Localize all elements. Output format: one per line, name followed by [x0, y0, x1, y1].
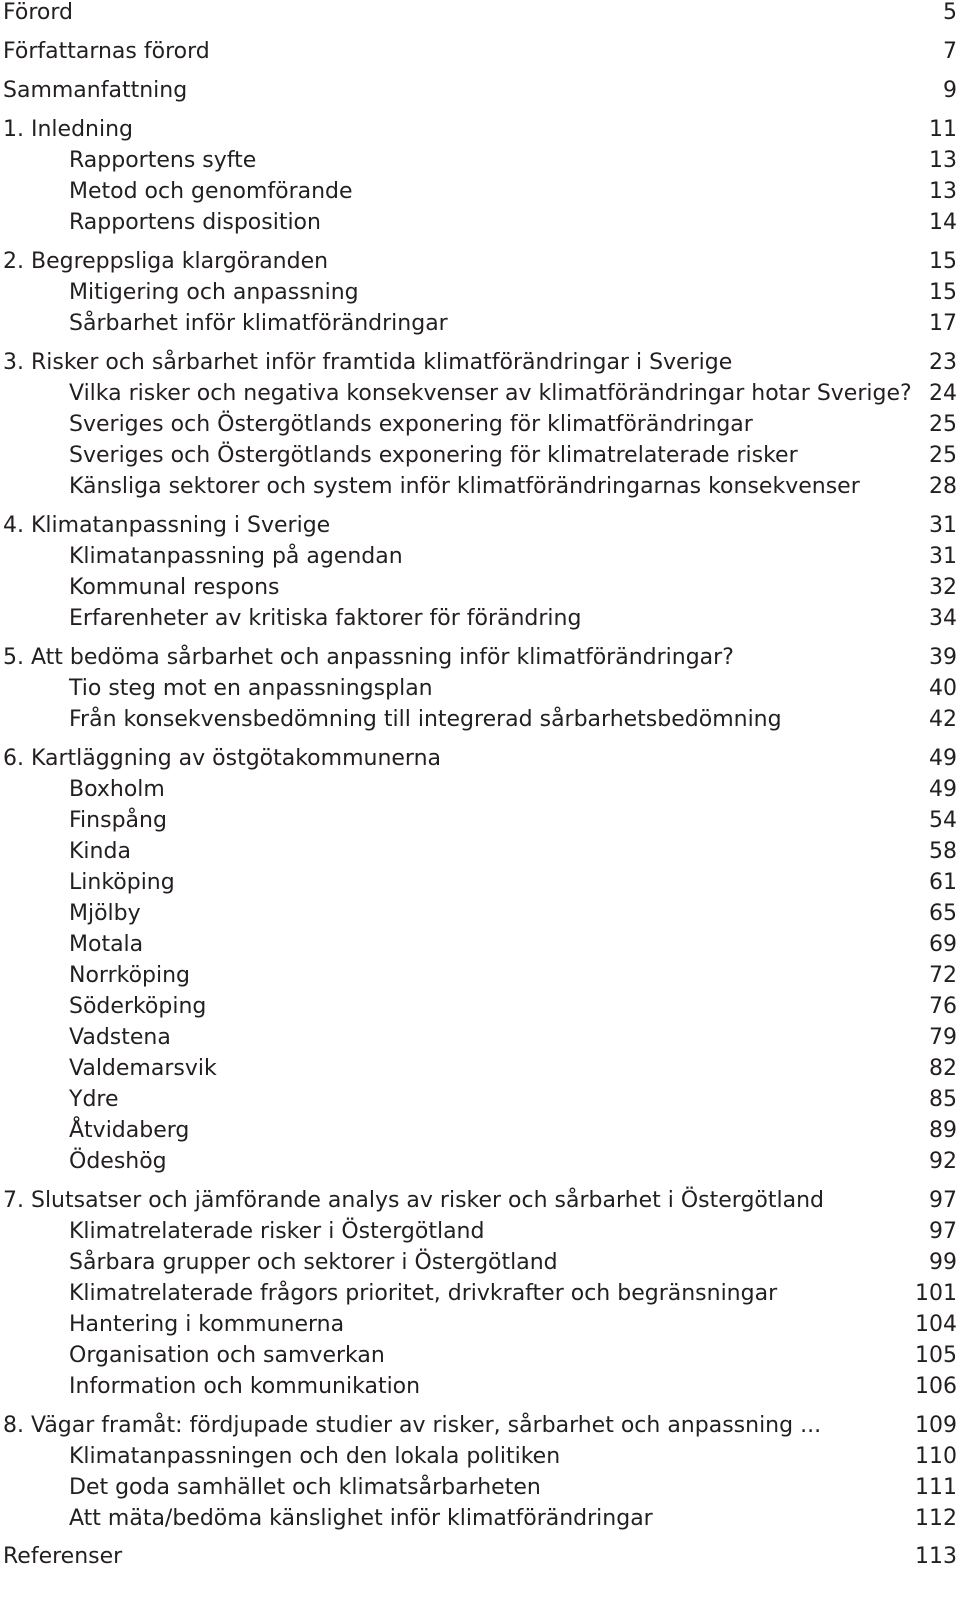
toc-entry-page-number: 97 — [929, 1219, 957, 1244]
toc-subentry — [69, 309, 957, 339]
toc-entry-page-number: 110 — [915, 1444, 957, 1469]
toc-subentry — [69, 806, 957, 836]
toc-entry-title: Mitigering och anpassning — [69, 280, 359, 305]
toc-entry-page-number: 5 — [943, 0, 957, 25]
toc-entry-title: Metod och genomförande — [69, 179, 353, 204]
toc-entry-page-number: 49 — [929, 777, 957, 802]
toc-entry-page-number: 24 — [929, 381, 957, 406]
toc-entry-page-number: 34 — [929, 606, 957, 631]
toc-entry-title: Finspång — [69, 808, 167, 833]
toc-entry-page-number: 101 — [915, 1281, 957, 1306]
toc-subentry — [69, 992, 957, 1022]
toc-entry-page-number: 17 — [929, 311, 957, 336]
toc-subentry — [69, 542, 957, 572]
toc-entry-title: Vilka risker och negativa konsekvenser av klimatförändringar hotar Sverige? — [69, 381, 912, 406]
toc-entry-title: Känsliga sektorer och system inför klimatförändringarnas konsekvenser — [69, 474, 860, 499]
toc-entry-title: 4. Klimatanpassning i Sverige — [3, 513, 331, 538]
toc-entry-page-number: 25 — [929, 443, 957, 468]
toc-subentry — [69, 1054, 957, 1084]
toc-entry-title: Sveriges och Östergötlands exponering för klimatrelaterade risker — [69, 443, 798, 468]
toc-entry-title: Författarnas förord — [3, 39, 210, 64]
toc-entry-title: Rapportens disposition — [69, 210, 321, 235]
toc-entry-title: Motala — [69, 932, 144, 957]
toc-subentry — [69, 705, 957, 735]
toc-entry — [3, 1542, 957, 1572]
toc-entry-title: 5. Att bedöma sårbarhet och anpassning inför klimatförändringar? — [3, 645, 734, 670]
toc-entry-title: Sårbarhet inför klimatförändringar — [69, 311, 448, 336]
toc-entry-title: Boxholm — [69, 777, 165, 802]
toc-subentry — [69, 868, 957, 898]
toc-entry-title: Hantering i kommunerna — [69, 1312, 345, 1337]
toc-subentry — [69, 1248, 957, 1278]
toc-subentry — [69, 1147, 957, 1177]
toc-entry-title: Rapportens syfte — [69, 148, 257, 173]
toc-entry-title: Organisation och samverkan — [69, 1343, 385, 1368]
toc-entry-title: Klimatrelaterade frågors prioritet, drivkrafter och begränsningar — [69, 1281, 778, 1306]
toc-entry-page-number: 104 — [915, 1312, 957, 1337]
toc-entry — [3, 348, 957, 378]
toc-entry-page-number: 112 — [915, 1506, 957, 1531]
toc-subentry — [69, 1116, 957, 1146]
toc-subentry — [69, 472, 957, 502]
toc-entry-title: Vadstena — [69, 1025, 171, 1050]
toc-subentry — [69, 410, 957, 440]
toc-entry-page-number: 11 — [929, 117, 957, 142]
toc-entry — [3, 0, 957, 28]
toc-subentry — [69, 1023, 957, 1053]
toc-subentry — [69, 1085, 957, 1115]
toc-entry-title: Söderköping — [69, 994, 207, 1019]
toc-entry-page-number: 54 — [929, 808, 957, 833]
toc-subentry — [69, 961, 957, 991]
toc-entry-title: Ydre — [69, 1087, 119, 1112]
toc-entry-title: Norrköping — [69, 963, 191, 988]
toc-subentry — [69, 674, 957, 704]
toc-entry-page-number: 49 — [929, 746, 957, 771]
toc-entry — [3, 744, 957, 774]
toc-entry — [3, 643, 957, 673]
toc-entry — [3, 247, 957, 277]
toc-subentry — [69, 1217, 957, 1247]
toc-entry-title: Sveriges och Östergötlands exponering för klimatförändringar — [69, 412, 753, 437]
toc-entry-title: 3. Risker och sårbarhet inför framtida klimatförändringar i Sverige — [3, 350, 733, 375]
toc-subentry — [69, 278, 957, 308]
toc-entry-title: 1. Inledning — [3, 117, 133, 142]
toc-entry-title: Åtvidaberg — [69, 1118, 190, 1143]
toc-entry-title: 8. Vägar framåt: fördjupade studier av risker, sårbarhet och anpassning ... — [3, 1413, 822, 1438]
toc-entry-title: Linköping — [69, 870, 175, 895]
toc-entry-page-number: 106 — [915, 1374, 957, 1399]
toc-entry — [3, 1186, 957, 1216]
toc-entry-page-number: 23 — [929, 350, 957, 375]
toc-entry — [3, 511, 957, 541]
toc-entry — [3, 115, 957, 145]
toc-entry-page-number: 31 — [929, 513, 957, 538]
toc-entry-page-number: 99 — [929, 1250, 957, 1275]
toc-entry-page-number: 72 — [929, 963, 957, 988]
toc-entry-title: Det goda samhället och klimatsårbarheten — [69, 1475, 541, 1500]
toc-subentry — [69, 930, 957, 960]
toc-entry-page-number: 97 — [929, 1188, 957, 1213]
toc-entry-page-number: 14 — [929, 210, 957, 235]
toc-entry-page-number: 76 — [929, 994, 957, 1019]
toc-entry-title: Information och kommunikation — [69, 1374, 421, 1399]
toc-entry-page-number: 42 — [929, 707, 957, 732]
toc-entry-page-number: 9 — [943, 78, 957, 103]
toc-entry-page-number: 89 — [929, 1118, 957, 1143]
toc-subentry — [69, 604, 957, 634]
toc-entry-page-number: 58 — [929, 839, 957, 864]
toc-subentry — [69, 177, 957, 207]
toc-entry-page-number: 39 — [929, 645, 957, 670]
toc-entry-title: Mjölby — [69, 901, 141, 926]
toc-entry-page-number: 13 — [929, 179, 957, 204]
toc-subentry — [69, 146, 957, 176]
toc-subentry — [69, 899, 957, 929]
toc-entry-title: Ödeshög — [69, 1149, 167, 1174]
toc-subentry — [69, 1504, 957, 1534]
toc-entry-page-number: 31 — [929, 544, 957, 569]
toc-entry-title: 7. Slutsatser och jämförande analys av risker och sårbarhet i Östergötland — [3, 1188, 824, 1213]
toc-entry-page-number: 15 — [929, 249, 957, 274]
toc-entry-title: Klimatanpassning på agendan — [69, 544, 403, 569]
toc-subentry — [69, 837, 957, 867]
toc-entry-title: Att mäta/bedöma känslighet inför klimatförändringar — [69, 1506, 653, 1531]
toc-entry-title: Klimatanpassningen och den lokala politiken — [69, 1444, 561, 1469]
toc-entry-title: Förord — [3, 0, 73, 25]
toc-entry-page-number: 61 — [929, 870, 957, 895]
toc-subentry — [69, 441, 957, 471]
toc-entry-page-number: 65 — [929, 901, 957, 926]
toc-entry — [3, 37, 957, 67]
toc-entry-page-number: 85 — [929, 1087, 957, 1112]
toc-entry-page-number: 13 — [929, 148, 957, 173]
toc-entry-page-number: 113 — [915, 1544, 957, 1569]
toc-entry-page-number: 25 — [929, 412, 957, 437]
toc-subentry — [69, 1310, 957, 1340]
toc-entry-title: Klimatrelaterade risker i Östergötland — [69, 1219, 485, 1244]
toc-entry-page-number: 111 — [915, 1475, 957, 1500]
toc-entry-title: Referenser — [3, 1544, 123, 1569]
toc-entry-title: Sårbara grupper och sektorer i Östergötland — [69, 1250, 558, 1275]
toc-entry-title: Från konsekvensbedömning till integrerad sårbarhetsbedömning — [69, 707, 782, 732]
toc-subentry — [69, 379, 957, 409]
toc-subentry — [69, 1372, 957, 1402]
toc-entry — [3, 1411, 957, 1441]
toc-entry-page-number: 28 — [929, 474, 957, 499]
toc-subentry — [69, 775, 957, 805]
toc-entry-page-number: 92 — [929, 1149, 957, 1174]
toc-entry-page-number: 15 — [929, 280, 957, 305]
toc-entry-title: Erfarenheter av kritiska faktorer för förändring — [69, 606, 582, 631]
toc-subentry — [69, 1442, 957, 1472]
toc-entry-title: 6. Kartläggning av östgötakommunerna — [3, 746, 442, 771]
toc-entry-page-number: 105 — [915, 1343, 957, 1368]
toc-entry-title: Kinda — [69, 839, 131, 864]
toc-entry-page-number: 79 — [929, 1025, 957, 1050]
toc-entry-title: Sammanfattning — [3, 78, 188, 103]
toc-subentry — [69, 1279, 957, 1309]
toc-entry-title: 2. Begreppsliga klargöranden — [3, 249, 329, 274]
toc-entry-page-number: 69 — [929, 932, 957, 957]
toc-entry-title: Kommunal respons — [69, 575, 280, 600]
toc-subentry — [69, 1473, 957, 1503]
toc-entry-title: Valdemarsvik — [69, 1056, 217, 1081]
toc-subentry — [69, 573, 957, 603]
toc-entry — [3, 76, 957, 106]
toc-entry-page-number: 82 — [929, 1056, 957, 1081]
toc-entry-page-number: 32 — [929, 575, 957, 600]
toc-subentry — [69, 208, 957, 238]
toc-entry-page-number: 109 — [915, 1413, 957, 1438]
toc-entry-title: Tio steg mot en anpassningsplan — [69, 676, 433, 701]
toc-subentry — [69, 1341, 957, 1371]
toc-entry-page-number: 40 — [929, 676, 957, 701]
toc-entry-page-number: 7 — [943, 39, 957, 64]
